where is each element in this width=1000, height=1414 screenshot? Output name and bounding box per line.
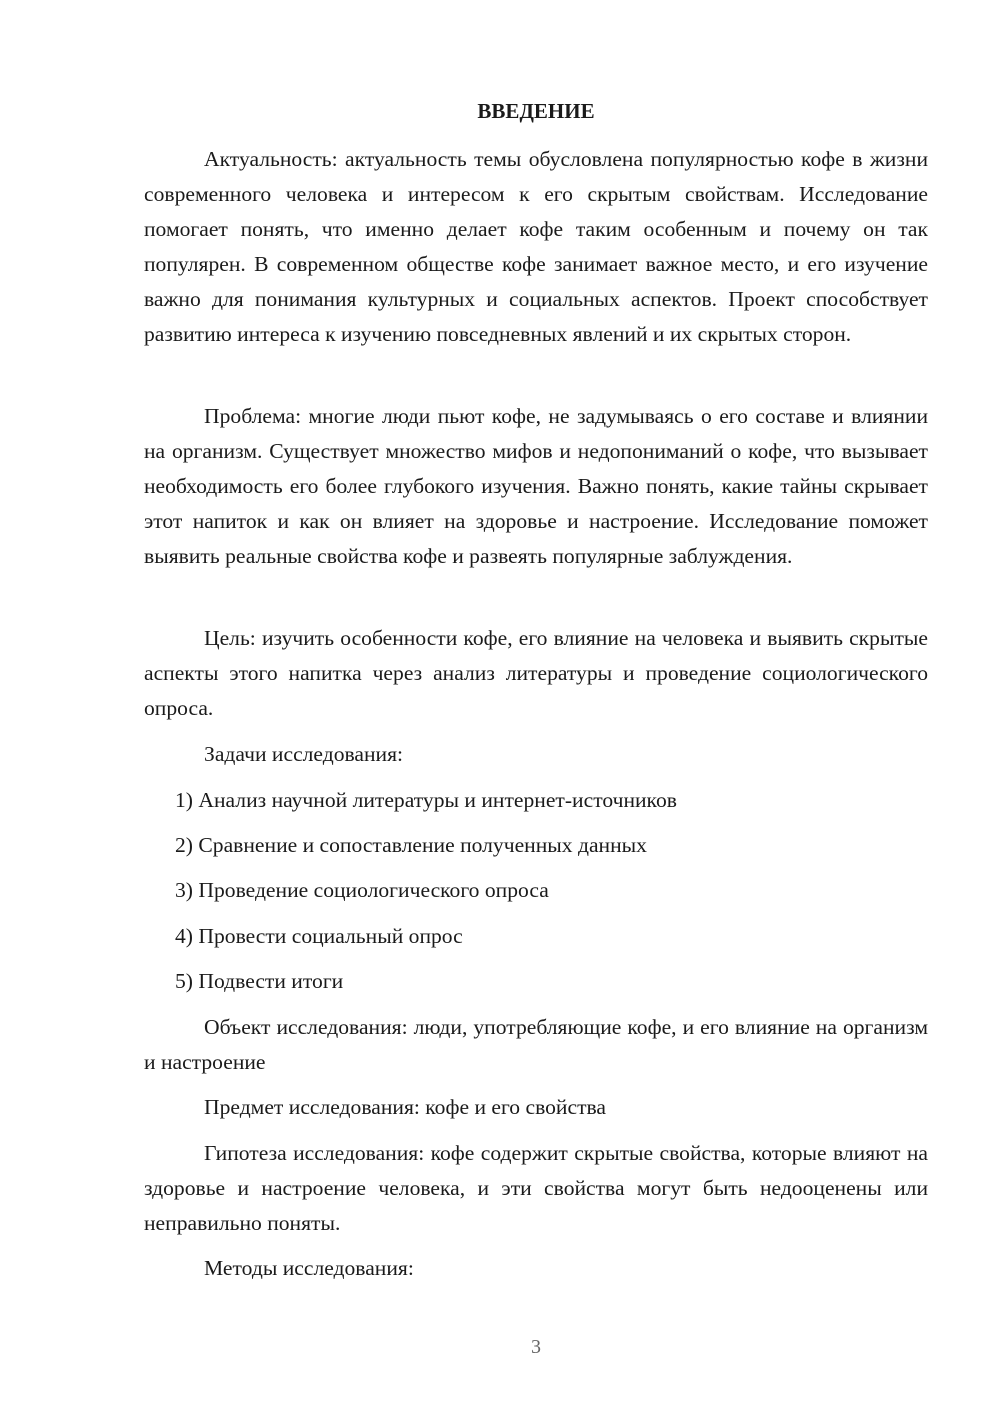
task-item-1: 1) Анализ научной литературы и интернет-источников [175, 788, 677, 812]
paragraph-object: Объект исследования: люди, употребляющие кофе, и его влияние на организм и настроение [144, 1015, 928, 1074]
tasks-title: Задачи исследования: [204, 742, 404, 766]
task-item-4: 4) Провести социальный опрос [175, 924, 463, 948]
paragraph-hypothesis: Гипотеза исследования: кофе содержит скрытые свойства, которые влияют на здоровье и настроение человека, и эти свойства могут быть недооценены или неправильно поняты. [144, 1141, 928, 1235]
methods-title: Методы исследования: [204, 1256, 414, 1280]
paragraph-goal: Цель: изучить особенности кофе, его влияние на человека и выявить скрытые аспекты этого напитка через анализ литературы и проведение социологического опроса. [144, 626, 928, 720]
section-heading: ВВЕДЕНИЕ [477, 99, 595, 123]
paragraph-relevance: Актуальность: актуальность темы обусловлена популярностью кофе в жизни современного человека и интересом к его скрытым свойствам. Исследование помогает понять, что именно делает кофе таким особенным и почему он так популярен. В современном обществе кофе занимает важное место, и его изучение важно для понимания культурных и социальных аспектов. Проект способствует развитию интереса к изучению повседневных явлений и их скрытых сторон. [144, 147, 928, 346]
task-item-2: 2) Сравнение и сопоставление полученных данных [175, 833, 647, 857]
paragraph-problem: Проблема: многие люди пьют кофе, не задумываясь о его составе и влиянии на организм. Существует множество мифов и недопониманий о кофе, что вызывает необходимость его более глубокого изучения. Важно понять, какие тайны скрывает этот напиток и как он влияет на здоровье и настроение. Исследование поможет выявить реальные свойства кофе и развеять популярные заблуждения. [144, 404, 928, 568]
task-item-3: 3) Проведение социологического опроса [175, 878, 549, 902]
page-number: 3 [531, 1336, 541, 1358]
paragraph-subject: Предмет исследования: кофе и его свойства [204, 1095, 607, 1119]
task-item-5: 5) Подвести итоги [175, 969, 344, 993]
